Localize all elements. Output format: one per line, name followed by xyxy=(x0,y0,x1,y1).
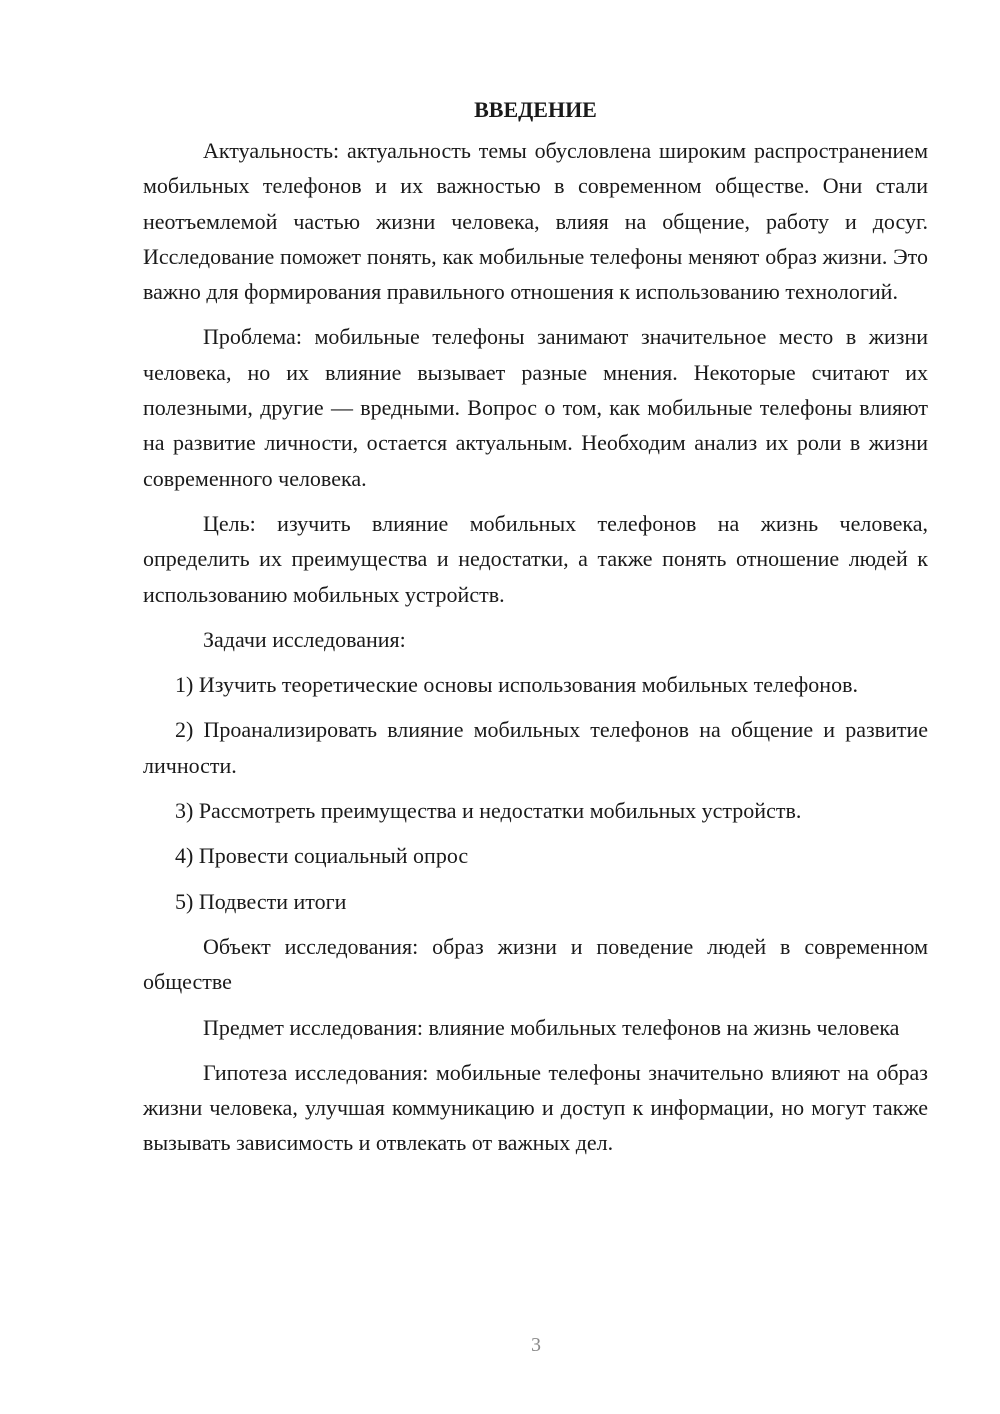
problem-paragraph: Проблема: мобильные телефоны занимают значительное место в жизни человека, но их влияние вызывает разные мнения. Некоторые считают их полезными, другие — вредными. Вопрос о том, как мобильные телефоны влияют на развитие личности, остается актуальным. Необходим анализ их роли в жизни современного человека. xyxy=(143,324,928,491)
task-item-4: 4) Провести социальный опрос xyxy=(175,843,469,869)
section-heading: ВВЕДЕНИЕ xyxy=(474,97,597,122)
task-item-3: 3) Рассмотреть преимущества и недостатки мобильных устройств. xyxy=(175,798,802,824)
task-item-2: 2) Проанализировать влияние мобильных телефонов на общение и развитие личности. xyxy=(143,717,928,778)
object-paragraph: Объект исследования: образ жизни и поведение людей в современном обществе xyxy=(143,933,928,995)
task-item-5: 5) Подвести итоги xyxy=(175,888,347,914)
task-item-1: 1) Изучить теоретические основы использования мобильных телефонов. xyxy=(175,672,858,698)
relevance-paragraph: Актуальность: актуальность темы обусловлена широким распространением мобильных телефонов и их важностью в современном обществе. Они стали неотъемлемой частью жизни человека, влияя на общение, работу и досуг. Исследование поможет понять, как мобильные телефоны меняют образ жизни. Это важно для формирования правильного отношения к использованию технологий. xyxy=(143,138,928,305)
subject-paragraph: Предмет исследования: влияние мобильных телефонов на жизнь человека xyxy=(203,1014,900,1040)
hypothesis-paragraph: Гипотеза исследования: мобильные телефоны значительно влияют на образ жизни человека, улучшая коммуникацию и доступ к информации, но могут также вызывать зависимость и отвлекать от важных дел. xyxy=(143,1059,928,1156)
tasks-heading: Задачи исследования: xyxy=(203,626,406,652)
goal-paragraph: Цель: изучить влияние мобильных телефонов на жизнь человека, определить их преимущества и недостатки, а также понять отношение людей к использованию мобильных устройств. xyxy=(143,510,928,607)
page-number: 3 xyxy=(531,1334,541,1356)
page-content xyxy=(143,92,928,1171)
